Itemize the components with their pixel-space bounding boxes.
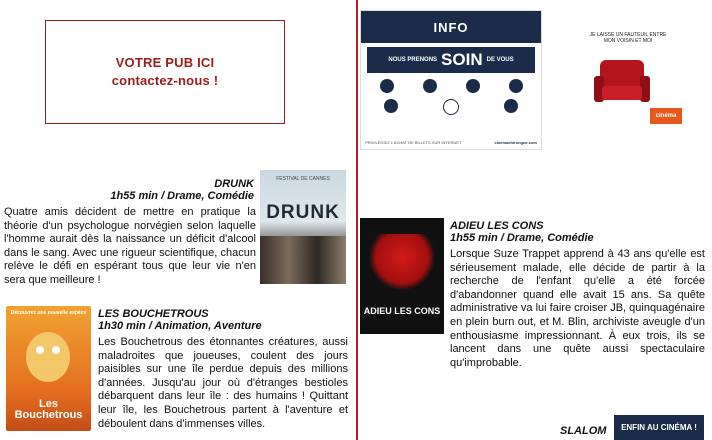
adieu-poster-title: ADIEU LES CONS (363, 306, 441, 316)
info-icons-row-1 (361, 79, 541, 93)
info-footer-left: PRIVILÉGIEZ L'ACHAT DE BILLETS SUR INTERNET (365, 140, 462, 145)
info-footer-url: cinemachirongue.com (494, 140, 537, 145)
column-divider (356, 0, 358, 440)
bouchetrous-synopsis: Les Bouchetrous des étonnantes créatures, aussi maladroites que joueuses, coulent des jours paisibles sur une île perdue depuis des millions d'années. Jusqu'au jour où d'étranges bestioles débarquent dans leur île : des humains ! Quittant leur île, les Bouchetrous partent à l'aventure et déboulent dans d'immenses villes. (98, 336, 348, 430)
bouchetrous-poster-tag: Découvrez une nouvelle espèce (10, 310, 87, 316)
drunk-meta: 1h55 min / Drame, Comédie (110, 190, 254, 202)
drunk-poster-title: DRUNK (266, 202, 340, 223)
info-banner (367, 47, 535, 73)
ad-line-1: VOTRE PUB ICI (115, 55, 215, 70)
seating-icon (504, 99, 518, 113)
ad-line-2: contactez-nous ! (111, 73, 219, 88)
queue-icon (466, 79, 480, 93)
banner-left: NOUS PRENONS (388, 56, 438, 63)
slalom-banner: ENFIN AU CINÉMA ! (614, 415, 704, 440)
mask-icon (443, 99, 459, 115)
adieu-meta: 1h55 min / Drame, Comédie (450, 232, 594, 244)
bouchetrous-poster-title: Les Bouchetrous (14, 398, 83, 421)
slalom-title: SLALOM (560, 425, 607, 437)
info-icons-row-2 (361, 99, 541, 115)
bouchetrous-title: LES BOUCHETROUS (98, 308, 209, 320)
distance-icon (380, 79, 394, 93)
info-footer (365, 140, 537, 145)
info-header: INFO (361, 11, 541, 43)
hygiene-icon (423, 79, 437, 93)
seat-caption: JE LAISSE UN FAUTEUIL ENTRE MON VOISIN ET MOI (589, 32, 667, 44)
bouchetrous-meta: 1h30 min / Animation, Aventure (98, 320, 262, 332)
bouchetrous-poster (6, 306, 91, 431)
adieu-poster (360, 218, 444, 334)
drunk-synopsis: Quatre amis décident de mettre en pratique la théorie d'un psychologue norvégien selon laquelle l'homme aurait dès la naissance un déficit d'alcool dans le sang. Avec une rigueur scientifique, chacun relève le défi en espérant tous que leur vie n'en sera que meilleure ! (4, 206, 256, 286)
exit-icon (509, 79, 523, 93)
adieu-header (450, 220, 705, 244)
adieu-title: ADIEU LES CONS (450, 220, 544, 232)
drunk-title: DRUNK (214, 178, 254, 190)
drunk-header (4, 178, 254, 202)
cinema-badge: cinéma (650, 108, 682, 124)
banner-right: DE VOUS (486, 56, 514, 63)
cinema-seat-icon (594, 60, 650, 106)
ad-box (45, 20, 285, 124)
info-panel (360, 10, 542, 150)
drunk-poster: FESTIVAL DE CANNES DRUNK (260, 170, 346, 284)
adieu-synopsis: Lorsque Suze Trappet apprend à 43 ans qu'elle est sérieusement malade, elle décide de partir à la recherche de l'enfant qu'elle a été forcée d'abandonner quand elle avait 15 ans. Sa quête administrative va lui faire croiser JB, quinquagénaire en plein burn out, et M. Blin, archiviste aveugle d'un enthousiasme impressionnant. À eux trois, ils se lancent dans une quête aussi spectaculaire qu'improbable. (450, 248, 705, 369)
bouchetrous-header (98, 308, 348, 332)
cleaning-icon (384, 99, 398, 113)
banner-main: SOIN (441, 50, 483, 69)
